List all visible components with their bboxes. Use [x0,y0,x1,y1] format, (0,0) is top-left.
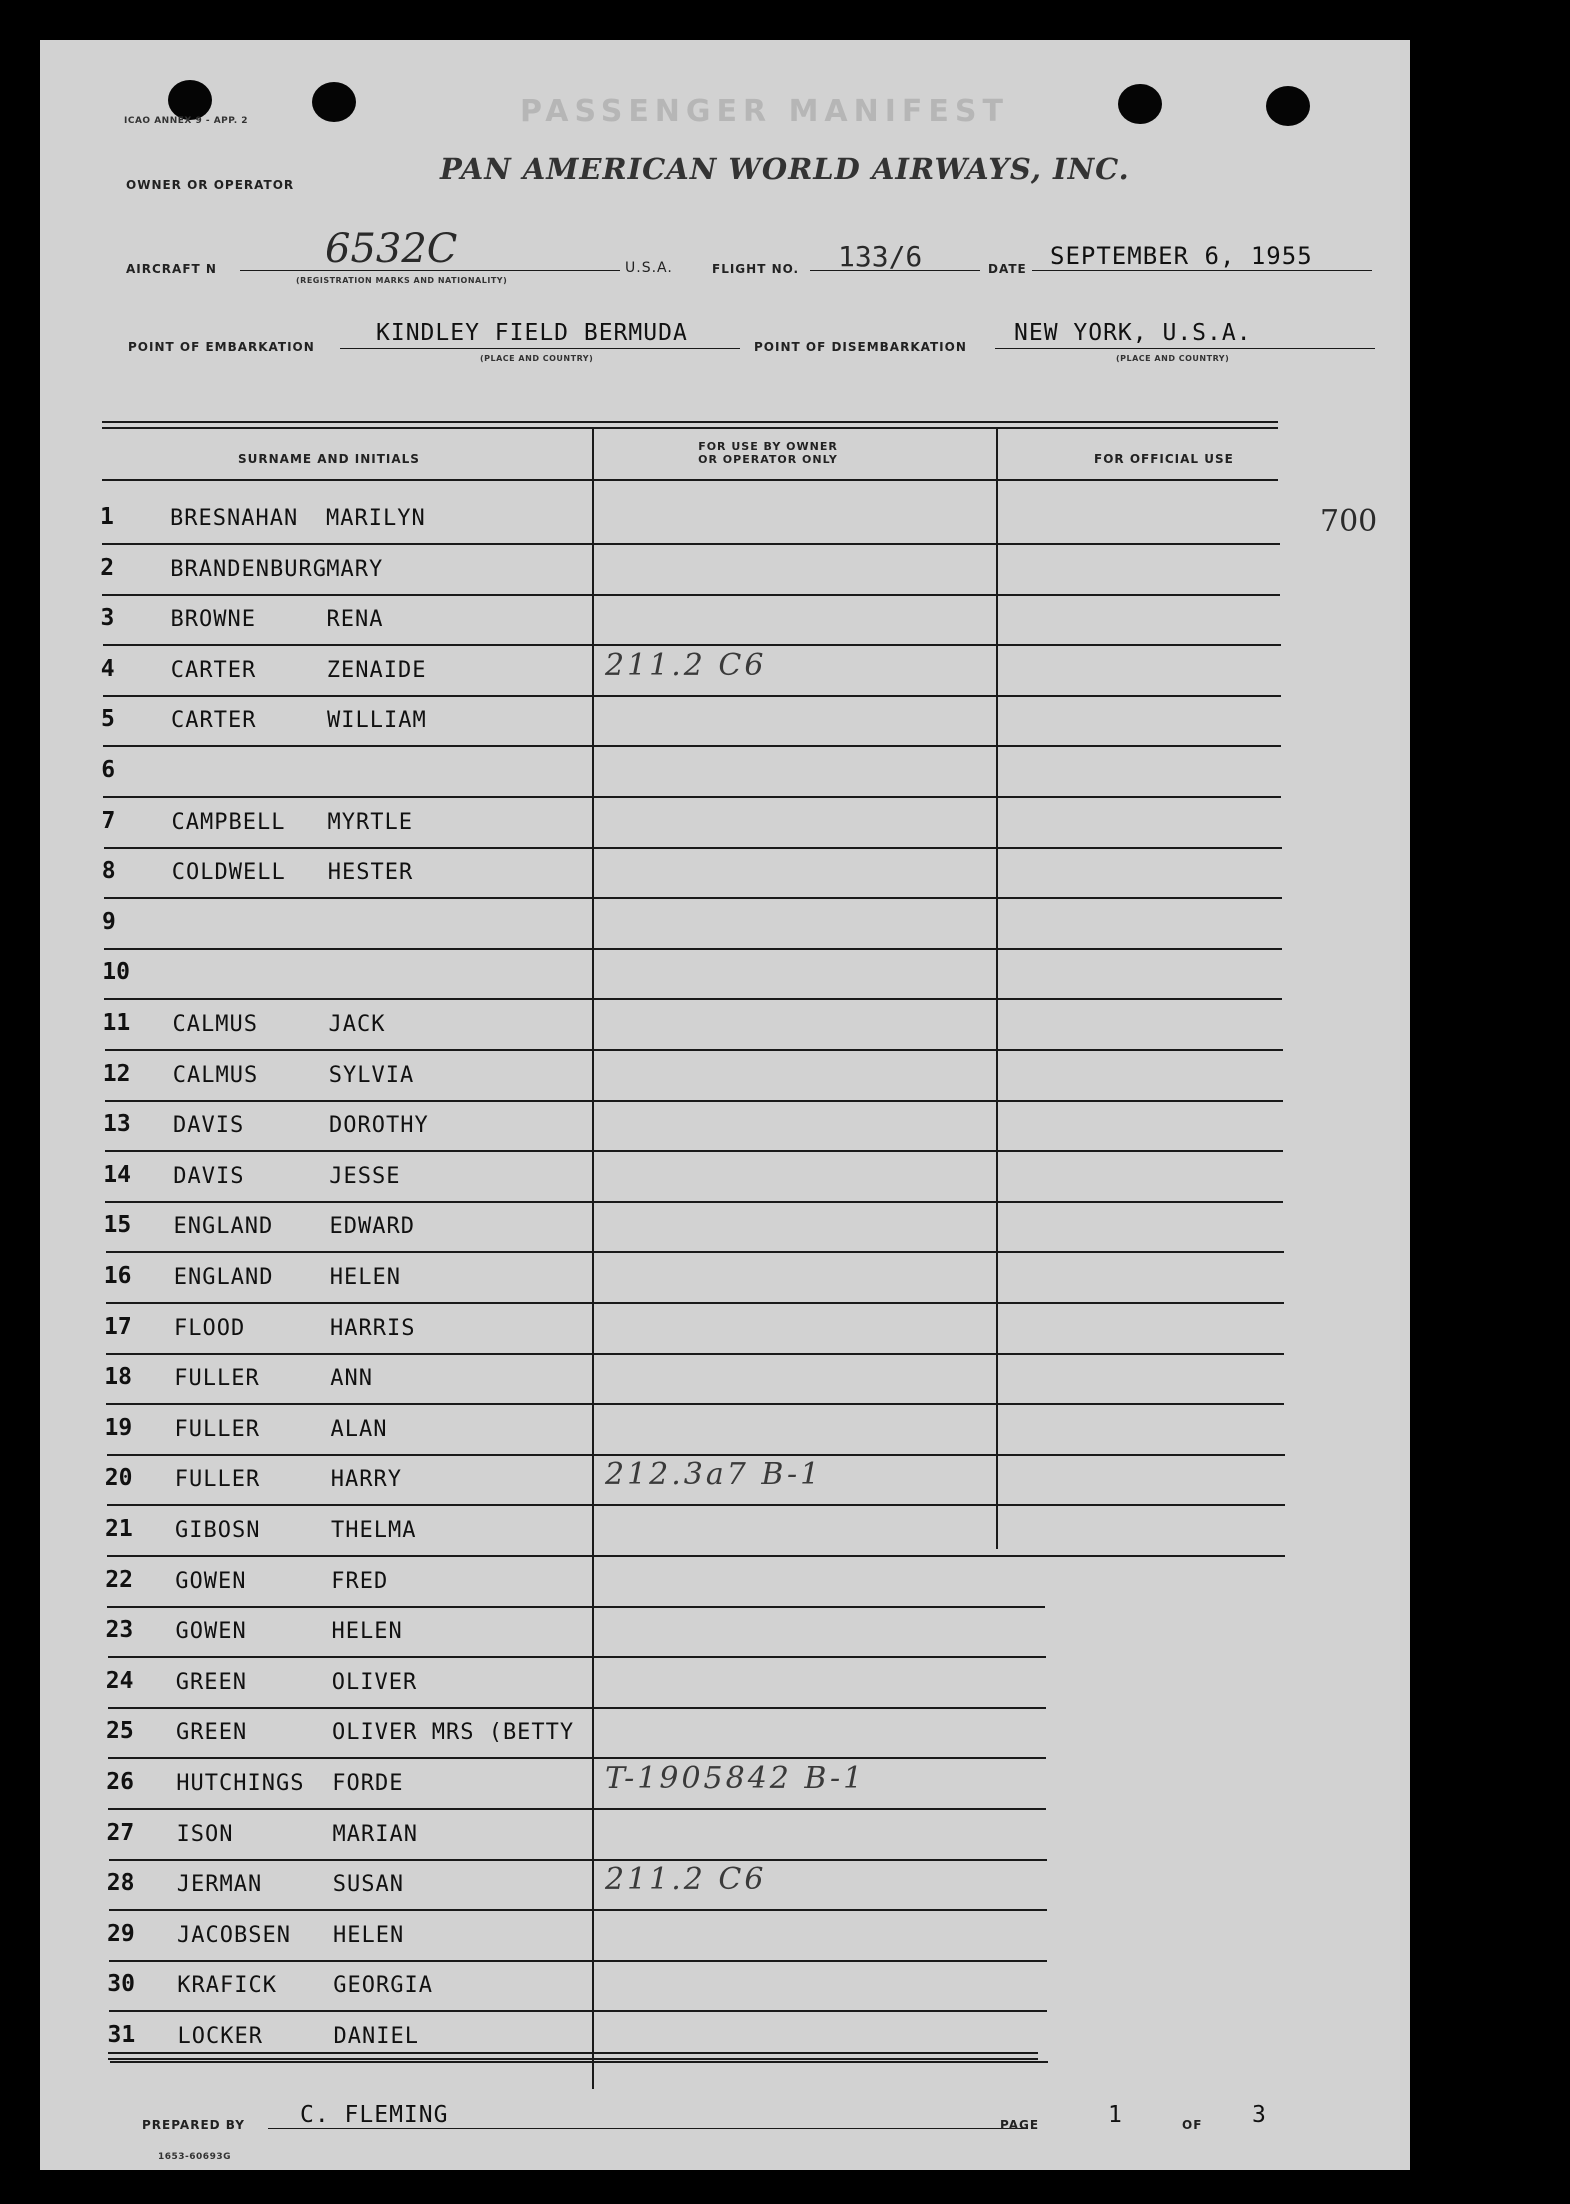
embark-sub: (PLACE AND COUNTRY) [480,354,594,363]
prepared-value: C. FLEMING [300,2102,449,2128]
passenger-surname: GOWEN [175,1568,247,1594]
table-row [40,498,1410,548]
row-rule [108,1757,1046,1759]
passenger-given-name: HELEN [331,1619,403,1645]
form-title: PASSENGER MANIFEST [520,94,1009,129]
table-row [40,852,1410,902]
prepared-underline [268,2128,1028,2129]
table-row [40,1409,1410,1459]
passenger-surname: FULLER [174,1467,261,1493]
table-row [40,1358,1410,1408]
passenger-surname: FULLER [174,1416,260,1442]
passenger-given-name: RENA [326,607,384,633]
prepared-label: PREPARED BY [142,2118,245,2132]
passenger-surname: DAVIS [173,1163,245,1189]
aircraft-sub: (REGISTRATION MARKS AND NATIONALITY) [296,276,508,285]
table-row [40,1763,1410,1813]
row-number: 26 [106,1769,134,1795]
margin-note: 700 [1320,504,1378,539]
table-row [40,1561,1410,1611]
row-number: 21 [105,1516,133,1542]
row-number: 31 [107,2022,136,2048]
passenger-surname: LOCKER [177,2024,263,2049]
row-number: 18 [104,1364,132,1391]
row-rule [110,2061,1048,2063]
passenger-surname: CALMUS [172,1012,258,1037]
aircraft-value: 6532C [325,226,458,272]
embark-value: KINDLEY FIELD BERMUDA [376,320,688,346]
punch-hole [168,80,212,120]
passenger-surname: CAMPBELL [171,809,286,835]
passenger-given-name: HELEN [333,1922,405,1948]
row-number: 3 [100,605,115,632]
table-row [40,751,1410,801]
row-rule [104,897,1282,899]
row-number: 25 [106,1718,134,1745]
row-number: 10 [102,959,130,986]
row-rule [108,1656,1046,1658]
row-rule [107,1504,1285,1506]
table-top-rule [102,421,1278,423]
row-rule [103,644,1281,646]
passenger-given-name: MARILYN [326,506,426,531]
owner-use-note: 212.3a7 B-1 [605,1457,823,1493]
row-rule [109,1859,1047,1861]
table-bottom-rule [108,2052,1038,2054]
table-row [40,1257,1410,1307]
of-label: OF [1182,2118,1203,2132]
disembark-sub: (PLACE AND COUNTRY) [1116,354,1230,363]
table-row [40,1915,1410,1965]
row-number: 2 [100,554,115,581]
table-row [40,1206,1410,1256]
row-number: 16 [103,1263,132,1289]
row-rule [104,948,1282,950]
passenger-given-name: HARRIS [330,1315,416,1341]
passenger-surname: GREEN [175,1669,247,1695]
row-rule [109,1909,1047,1911]
table-row [40,1105,1410,1155]
row-number: 28 [106,1870,135,1897]
country-label: U.S.A. [625,260,673,276]
col-owner-header: FOR USE BY OWNER OR OPERATOR ONLY [698,440,838,466]
table-row [40,1308,1410,1358]
passenger-given-name: SUSAN [332,1872,404,1898]
date-value: SEPTEMBER 6, 1955 [1050,242,1313,270]
row-number: 27 [106,1819,135,1846]
passenger-surname: CARTER [170,657,257,683]
embark-label: POINT OF EMBARKATION [128,340,315,354]
passenger-surname: BRANDENBURG [170,556,327,582]
form-code: 1653-60693G [158,2152,231,2162]
table-row [40,1156,1410,1206]
row-number: 1 [100,504,114,530]
passenger-surname: DAVIS [173,1113,245,1139]
page-label: PAGE [1000,2118,1040,2132]
flight-label: FLIGHT NO. [712,262,800,276]
table-row [40,1459,1410,1509]
table-row [40,1712,1410,1762]
passenger-surname: HUTCHINGS [176,1771,305,1796]
disembark-underline [995,348,1375,349]
passenger-given-name: MARIAN [332,1821,418,1847]
table-row [40,599,1410,649]
row-number: 5 [101,706,115,733]
passenger-given-name: FRED [331,1568,389,1594]
passenger-given-name: SYLVIA [328,1062,415,1088]
table-row [40,1965,1410,2015]
passenger-surname: FULLER [174,1366,260,1392]
passenger-given-name: HESTER [327,860,414,886]
passenger-given-name: MYRTLE [327,809,413,835]
punch-hole [312,82,356,122]
disembark-value: NEW YORK, U.S.A. [1014,320,1252,346]
passenger-given-name: ANN [330,1366,373,1392]
row-number: 30 [107,1971,135,1998]
passenger-surname: FLOOD [174,1315,246,1341]
row-number: 23 [105,1617,134,1644]
passenger-surname: GIBOSN [175,1518,261,1543]
row-number: 12 [102,1060,131,1087]
passenger-surname: ENGLAND [173,1265,274,1290]
date-underline [1032,270,1372,271]
row-rule [105,1201,1283,1203]
table-row [40,1611,1410,1661]
row-rule [103,745,1281,747]
company-name: PAN AMERICAN WORLD AIRWAYS, INC. [440,152,1130,186]
table-row [40,953,1410,1003]
row-rule [109,1960,1047,1962]
table-row [40,700,1410,750]
table-row [40,1814,1410,1864]
table-row [40,549,1410,599]
col-surname-header: SURNAME AND INITIALS [238,452,420,466]
row-rule [105,1049,1283,1051]
row-number: 11 [102,1010,131,1036]
row-rule [103,695,1281,697]
row-rule [104,847,1282,849]
row-number: 4 [100,655,115,682]
row-rule [109,2010,1047,2012]
passenger-given-name: WILLIAM [327,708,427,734]
passenger-given-name: JACK [328,1012,386,1037]
row-number: 29 [107,1920,135,1947]
passenger-given-name: JESSE [329,1163,401,1189]
passenger-given-name: FORDE [332,1771,404,1796]
passenger-surname: CARTER [171,708,257,734]
row-rule [103,796,1281,798]
row-rule [107,1606,1045,1608]
passenger-surname: GREEN [176,1720,248,1746]
row-rule [105,1100,1283,1102]
table-bottom-rule [108,2058,1038,2060]
passenger-given-name: EDWARD [329,1214,415,1240]
table-row [40,1510,1410,1560]
owner-use-note: 211.2 C6 [605,1862,767,1898]
row-rule [107,1555,1285,1557]
row-number: 22 [105,1566,133,1593]
passenger-surname: CALMUS [172,1062,259,1088]
table-row [40,1864,1410,1914]
col-official-header: FOR OFFICIAL USE [1094,452,1234,466]
row-number: 7 [101,807,116,834]
punch-hole [1118,84,1162,124]
table-row [40,647,1410,700]
row-rule [104,998,1282,1000]
passenger-given-name: ALAN [330,1416,388,1442]
row-number: 8 [101,858,116,885]
passenger-given-name: HELEN [329,1265,401,1290]
passenger-given-name: THELMA [331,1518,417,1543]
owner-use-note: T-1905842 B-1 [605,1761,866,1796]
row-rule [108,1808,1046,1810]
row-number: 6 [101,757,116,783]
passenger-given-name: DANIEL [333,2024,419,2049]
form-corner-code: ICAO ANNEX 9 - APP. 2 [124,116,249,126]
row-rule [106,1403,1284,1405]
punch-hole [1266,86,1310,126]
row-number: 24 [105,1667,134,1694]
passenger-surname: BROWNE [170,607,256,633]
passenger-given-name: ZENAIDE [326,657,427,683]
of-value: 3 [1252,2102,1267,2128]
disembark-label: POINT OF DISEMBARKATION [754,340,967,354]
row-rule [102,543,1280,545]
passenger-given-name: DOROTHY [329,1113,429,1139]
row-number: 14 [103,1161,131,1188]
passenger-given-name: HARRY [330,1467,402,1493]
row-rule [106,1251,1284,1253]
row-number: 15 [103,1212,132,1239]
passenger-surname: KRAFICK [177,1973,277,1999]
table-row [40,802,1410,852]
passenger-surname: ENGLAND [173,1214,274,1240]
row-rule [105,1150,1283,1152]
row-rule [106,1302,1284,1304]
aircraft-label: AIRCRAFT N [126,262,217,276]
passenger-surname: JERMAN [176,1872,263,1898]
owner-label: OWNER OR OPERATOR [126,178,295,192]
header-bottom-rule [102,479,1278,481]
passenger-given-name: OLIVER [331,1669,418,1695]
passenger-surname: JACOBSEN [177,1922,291,1948]
passenger-surname: COLDWELL [171,860,286,886]
table-row [40,1055,1410,1105]
table-row [40,1004,1410,1054]
passenger-given-name: OLIVER MRS (BETTY [332,1720,575,1746]
row-rule [108,1707,1046,1709]
row-number: 9 [102,908,116,935]
row-rule [102,594,1280,596]
row-number: 13 [103,1111,131,1138]
row-number: 17 [104,1313,132,1340]
flight-value: 133/6 [838,240,923,273]
passenger-given-name: GEORGIA [333,1973,433,1999]
page-value: 1 [1108,2102,1123,2128]
passenger-surname: GOWEN [175,1619,247,1645]
passenger-surname: ISON [176,1821,234,1847]
aircraft-underline [240,270,620,271]
passenger-surname: BRESNAHAN [170,506,299,531]
date-label: DATE [988,262,1027,276]
manifest-sheet [40,40,1410,2170]
flight-underline [810,270,980,271]
table-top-rule [102,427,1278,429]
row-number: 19 [104,1414,133,1441]
table-row [40,903,1410,953]
row-number: 20 [104,1465,133,1492]
row-rule [106,1353,1284,1355]
row-rule [107,1454,1285,1456]
passenger-given-name: MARY [326,556,384,582]
table-row [40,1662,1410,1712]
owner-use-note: 211.2 C6 [605,647,767,683]
embark-underline [340,348,740,349]
